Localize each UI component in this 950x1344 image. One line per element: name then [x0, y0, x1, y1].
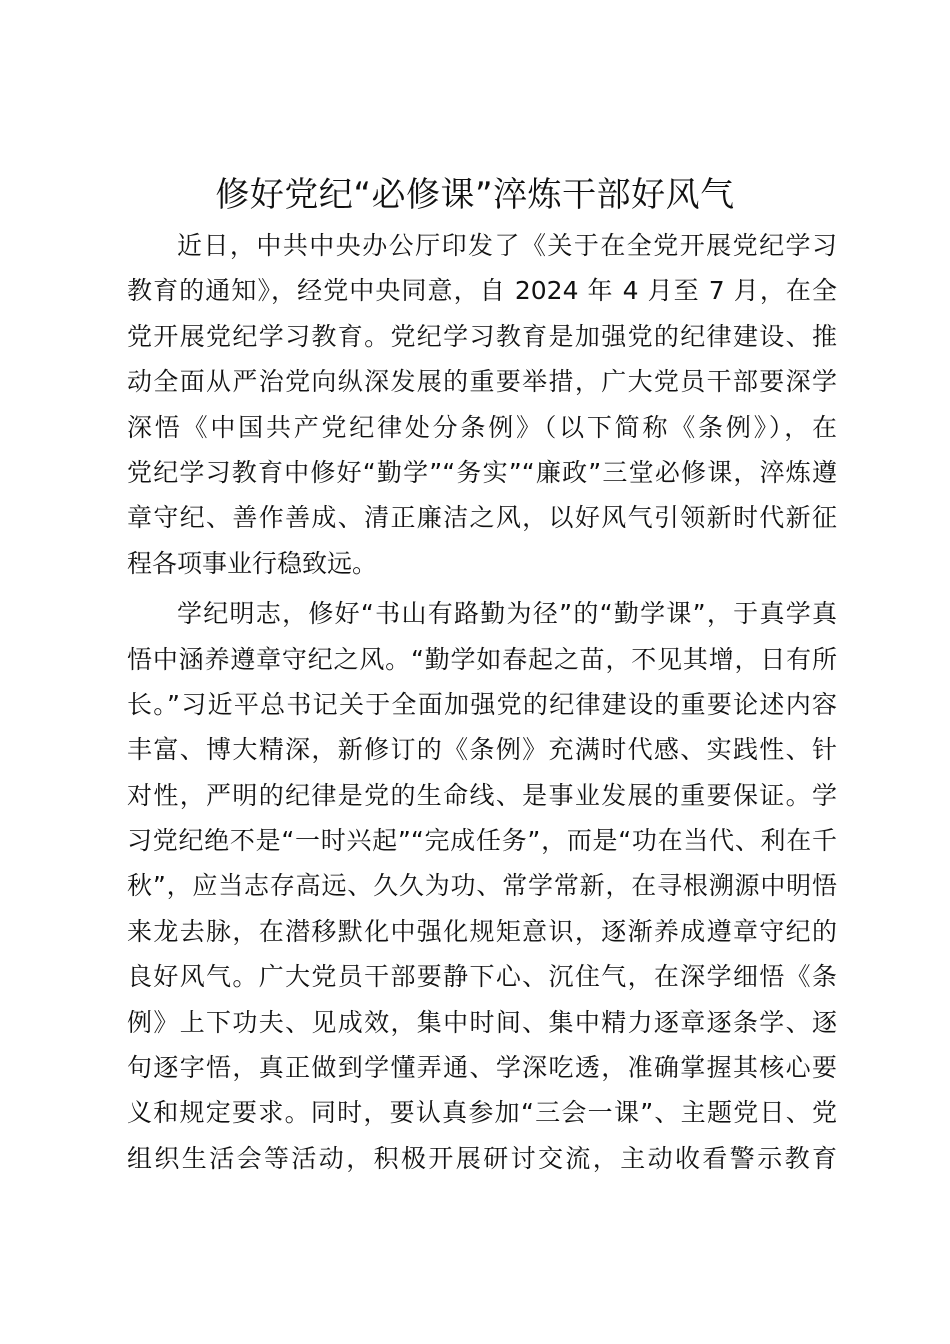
document-body	[127, 223, 837, 1181]
paragraph-2-line: 义和规定要求。同时，要认真参加“三会一课”、主题党日、党	[127, 1098, 837, 1128]
paragraph-2-line: 组织生活会等活动，积极开展研讨交流，主动收看警示教育	[127, 1143, 837, 1173]
paragraph-2	[127, 591, 837, 1181]
paragraph-1-line: 程各项事业行稳致远。	[127, 548, 378, 578]
paragraph-2-line: 学纪明志，修好“书山有路勤为径”的“勤学课”，于真学真	[177, 599, 837, 629]
paragraph-1-line: 党开展党纪学习教育。党纪学习教育是加强党的纪律建设、推	[127, 321, 837, 351]
paragraph-1-line: 党纪学习教育中修好“勤学”“务实”“廉政”三堂必修课，淬炼遵	[127, 457, 837, 487]
paragraph-1-line: 动全面从严治党向纵深发展的重要举措，广大党员干部要深学	[127, 367, 837, 397]
paragraph-2-line: 习党纪绝不是“一时兴起”“完成任务”，而是“功在当代、利在千	[127, 826, 837, 856]
paragraph-2-line: 丰富、博大精深，新修订的《条例》充满时代感、实践性、针	[127, 735, 837, 765]
paragraph-1-line: 深悟《中国共产党纪律处分条例》（以下简称《条例》），在	[127, 412, 837, 442]
paragraph-2-line: 对性，严明的纪律是党的生命线、是事业发展的重要保证。学	[127, 780, 837, 810]
paragraph-1-line: 章守纪、善作善成、清正廉洁之风，以好风气引领新时代新征	[127, 503, 837, 533]
paragraph-1	[127, 223, 837, 586]
paragraph-2-line: 秋”，应当志存高远、久久为功、常学常新，在寻根溯源中明悟	[127, 871, 837, 901]
document-title: 修好党纪“必修课”淬炼干部好风气	[215, 175, 735, 215]
paragraph-2-line: 来龙去脉，在潜移默化中强化规矩意识，逐渐养成遵章守纪的	[127, 916, 837, 946]
paragraph-2-line: 长。”习近平总书记关于全面加强党的纪律建设的重要论述内容	[127, 689, 837, 719]
paragraph-1-line: 近日，中共中央办公厅印发了《关于在全党开展党纪学习	[177, 231, 837, 260]
paragraph-1-line: 教育的通知》，经党中央同意，自 2024 年 4 月至 7 月，在全	[127, 276, 837, 306]
paragraph-2-line: 句逐字悟，真正做到学懂弄通、学深吃透，准确掌握其核心要	[127, 1053, 837, 1083]
paragraph-2-line: 悟中涵养遵章守纪之风。“勤学如春起之苗，不见其增，日有所	[127, 644, 837, 674]
paragraph-2-line: 良好风气。广大党员干部要静下心、沉住气，在深学细悟《条	[127, 962, 837, 992]
paragraph-2-line: 例》上下功夫、见成效，集中时间、集中精力逐章逐条学、逐	[127, 1007, 837, 1037]
